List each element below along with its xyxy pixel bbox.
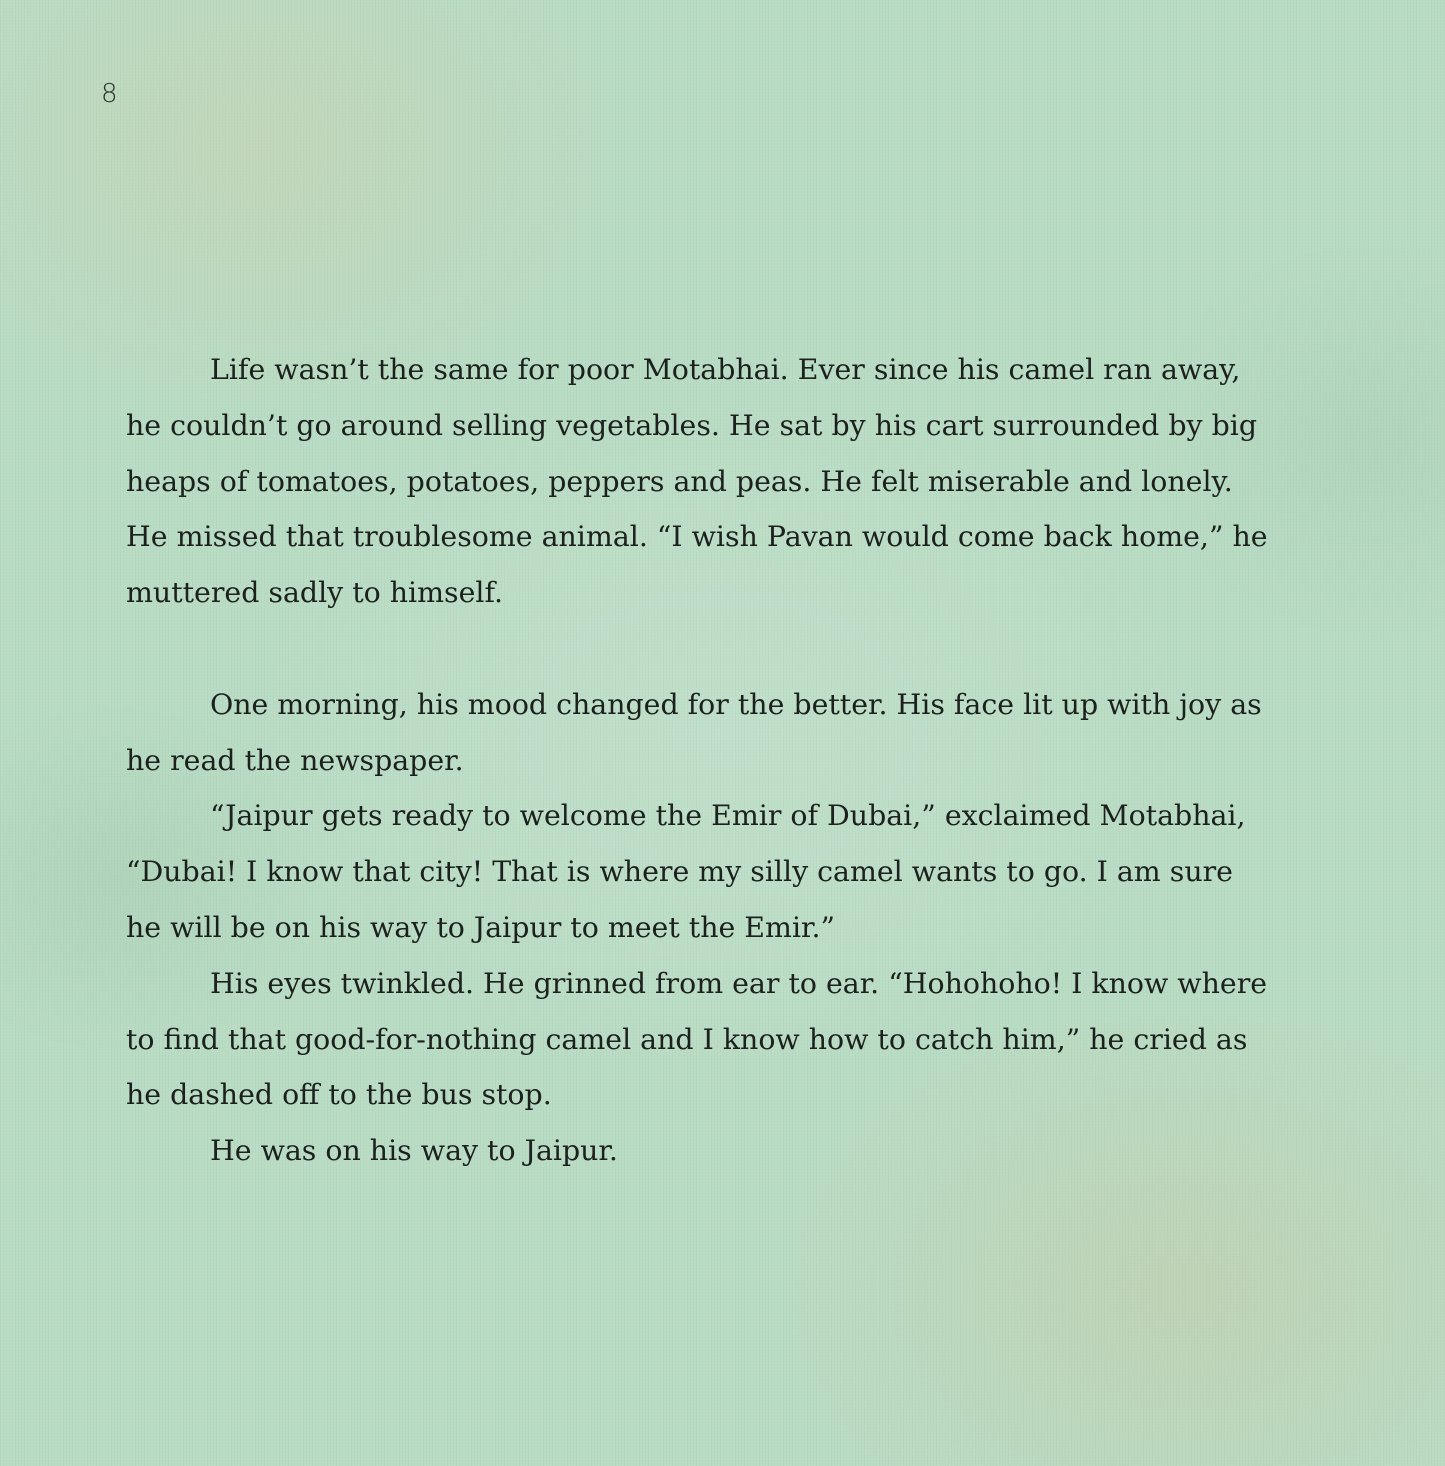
text-line: “Dubai! I know that city! That is where my silly camel wants to go. I am sure [126, 855, 1233, 889]
paragraph [126, 956, 1326, 1123]
text-line: He was on his way to Jaipur. [210, 1134, 618, 1168]
text-line: One morning, his mood changed for the better. His face lit up with joy as [210, 687, 1262, 721]
text-line: He missed that troublesome animal. “I wish Pavan would come back home,” he [126, 520, 1268, 554]
text-line: to find that good-for-nothing camel and I know how to catch him,” he cried as [126, 1022, 1248, 1056]
text-line: Life wasn’t the same for poor Motabhai. Ever since his camel ran away, [210, 353, 1241, 386]
text-line: heaps of tomatoes, potatoes, peppers and peas. He felt miserable and lonely. [126, 464, 1233, 498]
text-line: His eyes twinkled. He grinned from ear to ear. “Hohohoho! I know where [210, 966, 1268, 1000]
text-line: he read the newspaper. [126, 743, 464, 777]
paragraph [126, 677, 1326, 789]
paragraph [126, 342, 1326, 621]
paragraph-spacer [126, 621, 1326, 677]
text-line: he dashed off to the bus stop. [126, 1078, 552, 1112]
text-line: “Jaipur gets ready to welcome the Emir of Dubai,” exclaimed Motabhai, [210, 799, 1246, 833]
text-line: he will be on his way to Jaipur to meet the Emir.” [126, 910, 836, 944]
text-line: muttered sadly to himself. [126, 576, 503, 610]
text-line: he couldn’t go around selling vegetables. He sat by his cart surrounded by big [126, 408, 1257, 442]
paragraph [126, 788, 1326, 955]
page-number: 8 [101, 79, 118, 109]
paragraph [126, 1123, 1326, 1179]
story-text [126, 342, 1326, 1179]
